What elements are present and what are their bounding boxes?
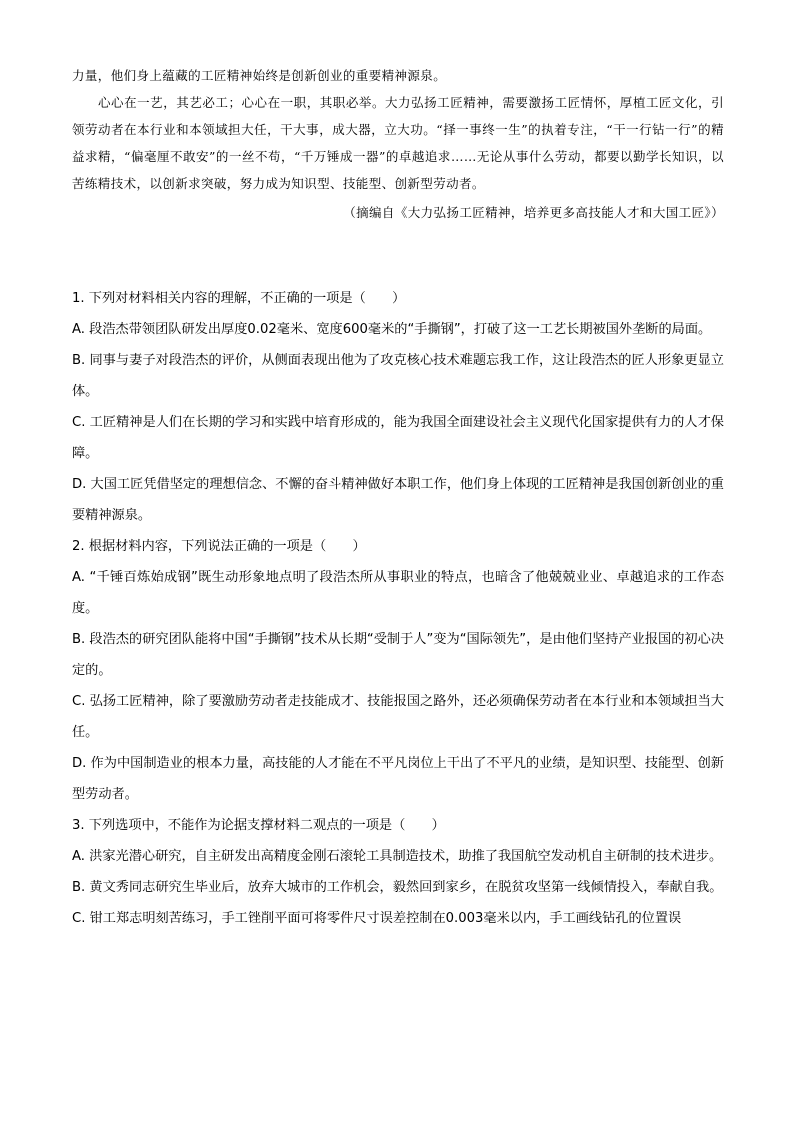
passage-paragraph: 心心在一艺，其艺必工；心心在一职，其职必举。大力弘扬工匠精神，需要激扬工匠情怀，厚植工匠文化，引领劳动者在本行业和本领域担大任，干大事，成大器，立大功。“择一事终一生”的执着专注，“干一行钻一行”的精益求精，“偏毫厘不敢安”的一丝不苟，“千万锤成一器”的卓越追求……无论从事什么劳动，都要以勤学长知识，以苦练精技术，以创新求突破，努力成为知识型、技能型、创新型劳动者。	[72, 95, 724, 191]
option-a: A. 段浩杰带领团队研发出厚度0.02毫米、宽度600毫米的“手撕钢”，打破了这一工艺长期被国外垄断的局面。	[72, 322, 712, 337]
reading-passage	[72, 62, 724, 226]
option-a: A. 洪家光潜心研究，自主研发出高精度金刚石滚轮工具制造技术，助推了我国航空发动机自主研制的技术进步。	[72, 849, 723, 864]
question-3	[72, 810, 724, 934]
option-c: C. 弘扬工匠精神，除了要激励劳动者走技能成才、技能报国之路外，还必须确保劳动者在本行业和本领域担当大任。	[72, 694, 724, 740]
question-stem: 2. 根据材料内容，下列说法正确的一项是（ ）	[72, 539, 366, 554]
question-stem: 1. 下列对材料相关内容的理解，不正确的一项是（ ）	[72, 291, 406, 306]
option-a: A. “千锤百炼始成钢”既生动形象地点明了段浩杰所从事职业的特点，也暗含了他兢兢业业、卓越追求的工作态度。	[72, 570, 724, 616]
option-b: B. 同事与妻子对段浩杰的评价，从侧面表现出他为了攻克核心技术难题忘我工作，这让段浩杰的匠人形象更显立体。	[72, 353, 724, 399]
option-b: B. 黄文秀同志研究生毕业后，放弃大城市的工作机会，毅然回到家乡，在脱贫攻坚第一线倾情投入，奉献自我。	[72, 880, 723, 895]
question-stem: 3. 下列选项中，不能作为论据支撑材料二观点的一项是（ ）	[72, 818, 445, 833]
option-c: C. 钳工郑志明刻苦练习，手工锉削平面可将零件尺寸误差控制在0.003毫米以内，手工画线钻孔的位置误	[72, 911, 682, 926]
option-d: D. 大国工匠凭借坚定的理想信念、不懈的奋斗精神做好本职工作，他们身上体现的工匠精神是我国创新创业的重要精神源泉。	[72, 477, 724, 523]
option-d: D. 作为中国制造业的根本力量，高技能的人才能在不平凡岗位上干出了不平凡的业绩，是知识型、技能型、创新型劳动者。	[72, 756, 724, 802]
passage-line: 力量，他们身上蕴藏的工匠精神始终是创新创业的重要精神源泉。	[72, 68, 447, 83]
question-list	[72, 283, 724, 934]
question-2	[72, 531, 724, 810]
question-1	[72, 283, 724, 531]
option-c: C. 工匠精神是人们在长期的学习和实践中培育形成的，能为我国全面建设社会主义现代化国家提供有力的人才保障。	[72, 415, 724, 461]
option-b: B. 段浩杰的研究团队能将中国“手撕钢”技术从长期“受制于人”变为“国际领先”，是由他们坚持产业报国的初心决定的。	[72, 632, 724, 678]
passage-source: （摘编自《大力弘扬工匠精神，培养更多高技能人才和大国工匠》）	[343, 205, 724, 220]
